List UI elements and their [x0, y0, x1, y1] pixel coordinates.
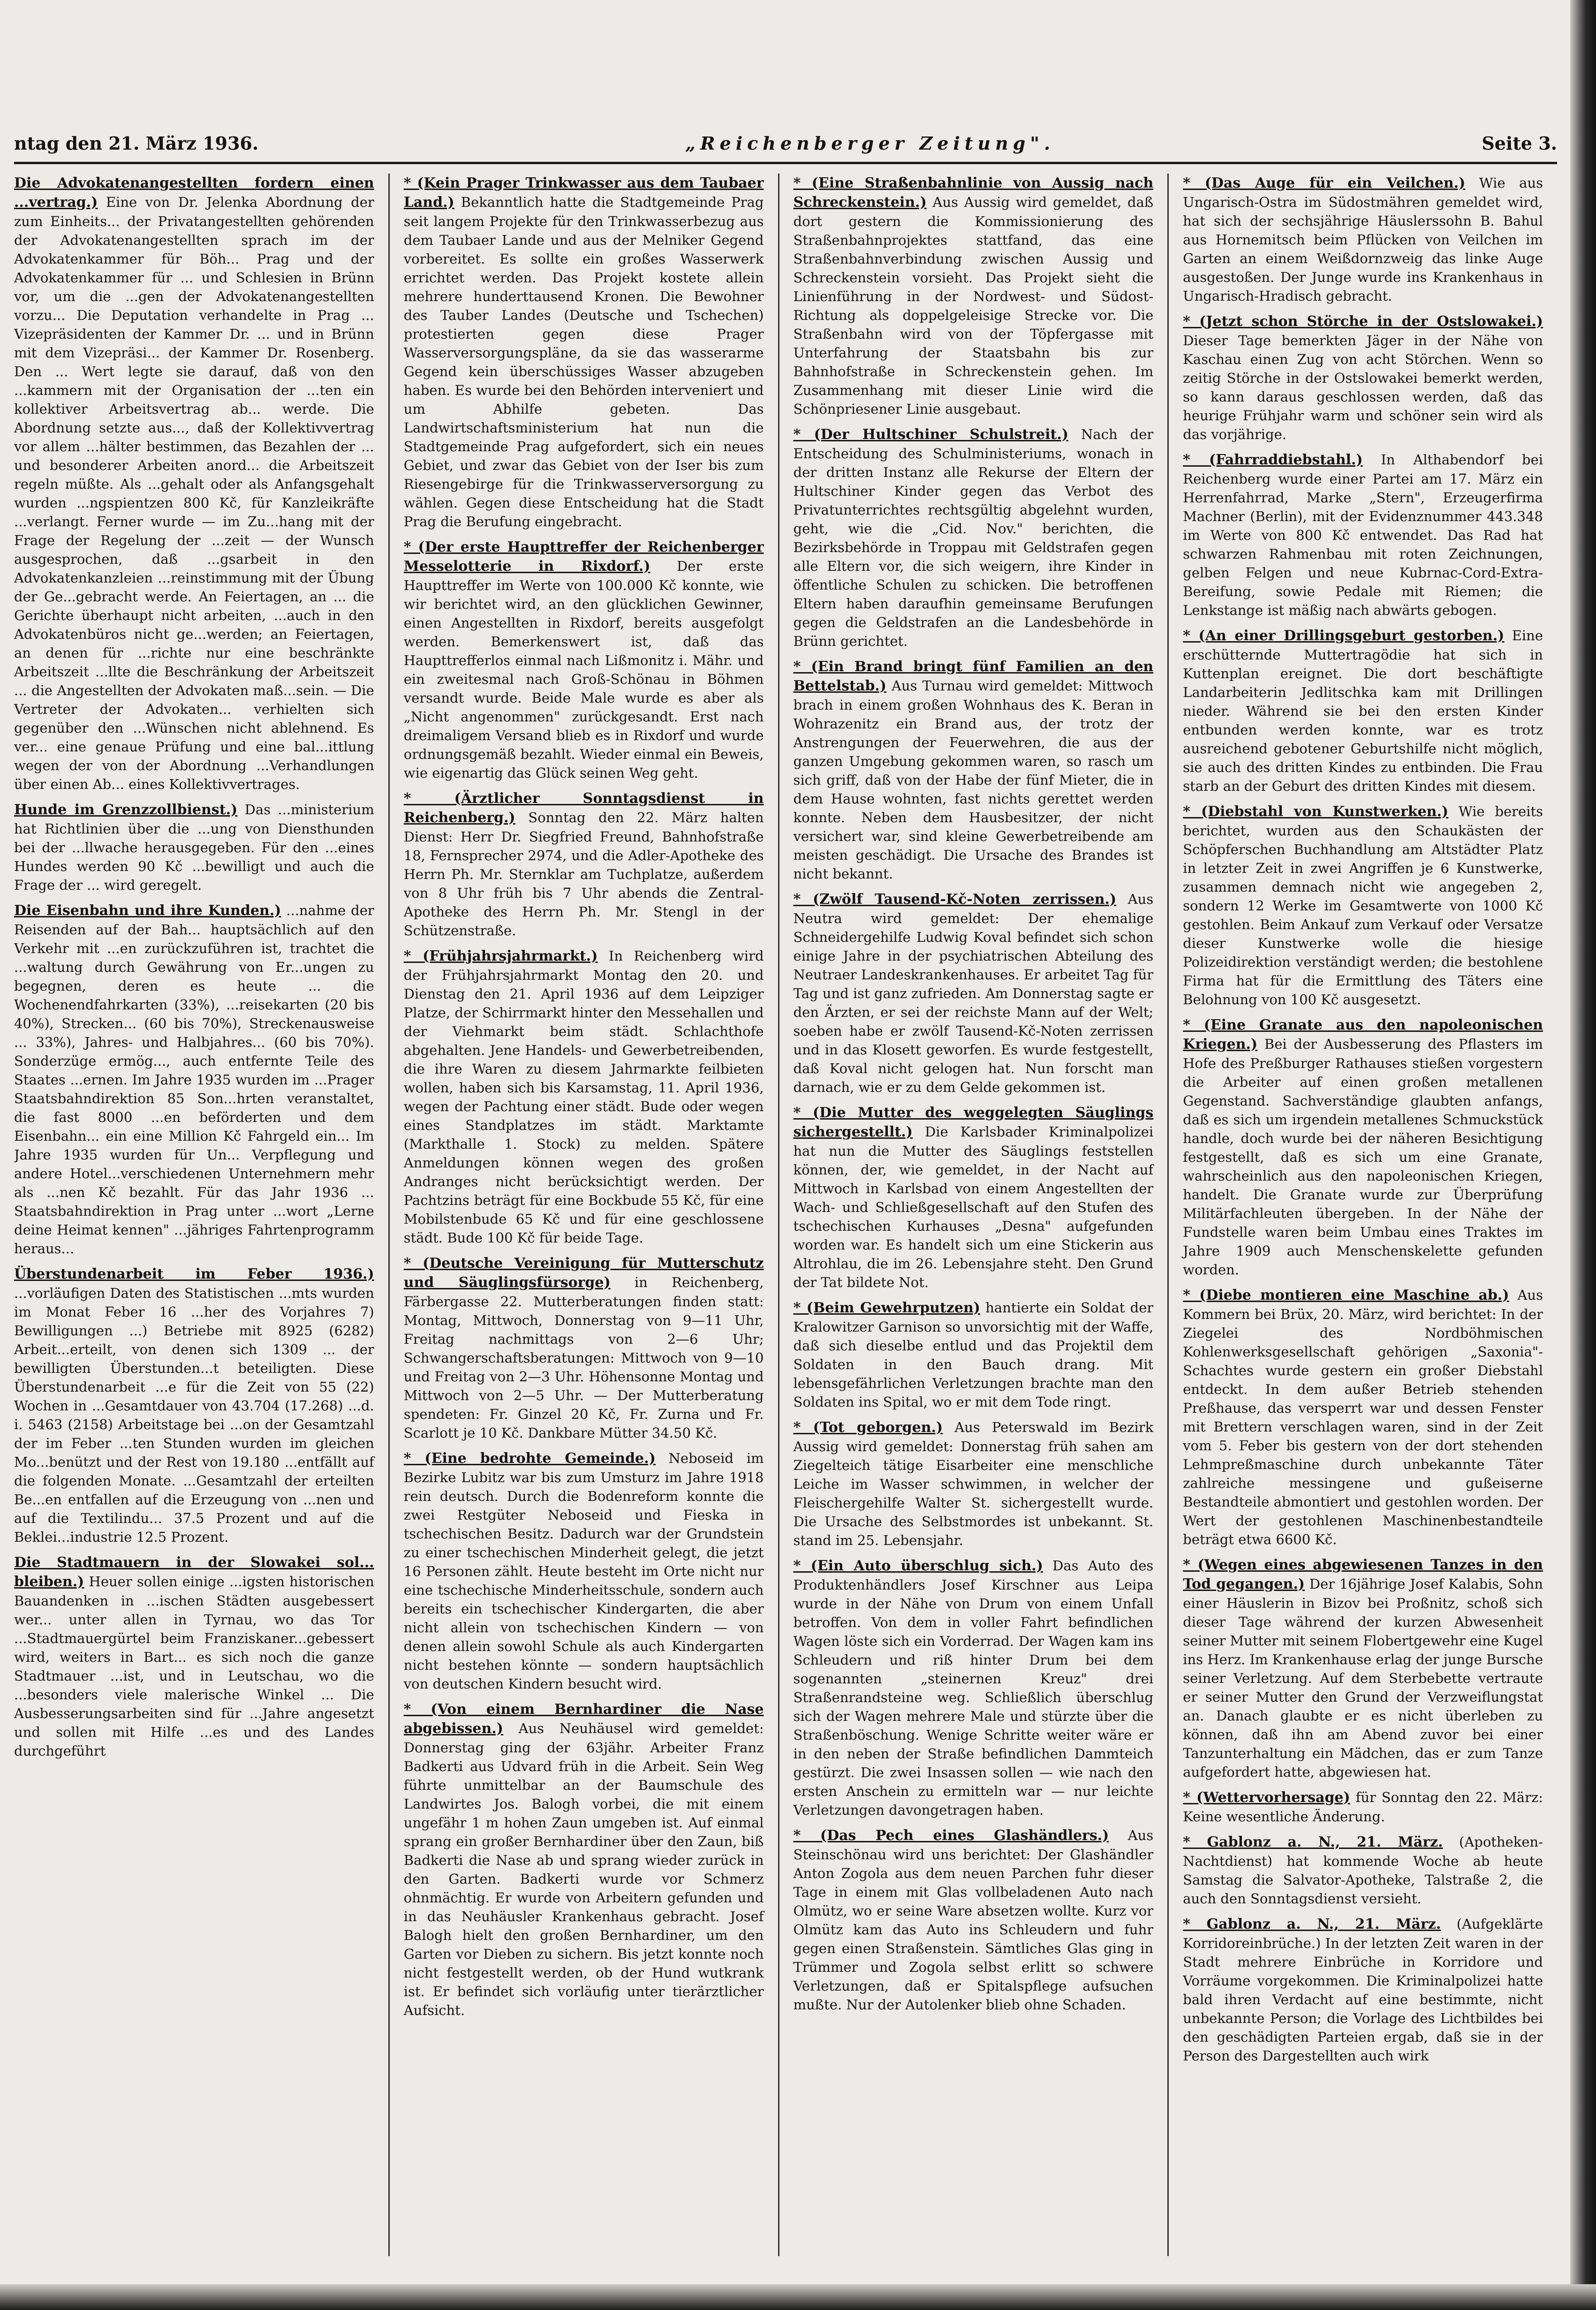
article-headline: * (Fahrraddiebstahl.)	[1183, 452, 1363, 468]
article-headline: * (Wettervorhersage)	[1183, 1789, 1350, 1806]
article-body: hantierte ein Soldat der Kralowitzer Garnison so unvorsichtig mit der Waffe, daß sich dieselbe entlud und das Projektil dem Soldaten in den Bauch drang. Mit lebensgefährlichen Verletzungen brachte man den Soldaten ins Spital, wo er mit dem Tode ringt.	[793, 1300, 1154, 1410]
article	[794, 1298, 1154, 1411]
article	[794, 425, 1154, 651]
article	[794, 1103, 1154, 1292]
article-body: Aus Kommern bei Brüx, 20. März, wird berichtet: In der Ziegelei des Nordböhmischen Kohlenwerksgesellschaft gehörigen „Saxonia"-Schachtes wurde gestern ein großer Diebstahl entdeckt. In dem außer Betrieb stehenden Preßhause, das versperrt war und dessen Fenster mit Brettern verschlagen waren, sind in der Zeit vom 5. Feber bis gestern von der dort stehenden Lehmpreßmaschine durch unbekannte Täter zahlreiche messingene und gußeiserne Bestandteile abmontiert und gestohlen worden. Der Wert der gestohlenen Maschinenbestandteile beträgt etwa 6600 Kč.	[1183, 1287, 1543, 1547]
article-text	[794, 174, 1154, 418]
scan-edge-right	[1570, 0, 1596, 2310]
article	[794, 1826, 1154, 2014]
header-rule	[14, 162, 1557, 164]
article-body: Aus Neuhäusel wird gemeldet: Donnerstag ging der 63jähr. Arbeiter Franz Badkerti aus Udvard früh in die Arbeit. Sein Weg führte unmittelbar an der Baumschule des Landwirtes Jos. Balogh vorbei, die mit einem ungefähr 1 m hohen Zaun umgeben ist. Auf einmal sprang ein großer Bernhardiner über den Zaun, biß Badkerti die Nase ab und sprang wieder zurück in den Garten. Badkerti wurde vor Schmerz ohnmächtig. Er wurde von Arbeitern gefunden und in das Neuhäusler Krankenhaus gebracht. Josef Balogh hielt den großen Bernhardiner, um den Garten vor Dieben zu sichern. Bis jetzt konnte noch nicht festgestellt werden, ob der Hund wutkrank ist. Er befindet sich vorläufig unter tierärztlicher Aufsicht.	[403, 1720, 764, 2018]
article	[1183, 1915, 1543, 2065]
article	[14, 1265, 374, 1546]
article-headline: Überstundenarbeit im Feber 1936.)	[14, 1266, 374, 1282]
article	[404, 174, 764, 531]
article-text	[404, 947, 764, 1247]
article-headline: * (Von einem Bernhardiner die Nase abgebissen.)	[403, 1701, 764, 1737]
article-body: Der erste Haupttreffer im Werte von 100.000 Kč konnte, wie wir berichtet wird, an den glücklichen Gewinner, einen Angestellten in Rixdorf, bereits ausgefolgt werden. Bemerkenswert ist, daß das Haupttrefferlos einmal nach Lißmonitz i. Mähr. und ein zweitesmal nach Groß-Schönau in Böhmen versandt wurde. Beide Male wurde es aber als „Nicht angenommen" zurückgesandt. Erst nach dreimaligem Versand blieb es in Rixdorf und wurde ordnungsgemäß bezahlt. Wieder einmal ein Beweis, wie eigenartig das Glück seinen Weg geht.	[403, 558, 764, 781]
article	[1183, 450, 1543, 620]
article-body: Aus Peterswald im Bezirk Aussig wird gemeldet: Donnerstag früh sahen am Ziegelteich tätige Eisarbeiter eine menschliche Leiche im Wasser schwimmen, in welcher der Fleischergehilfe Walter St. sichergestellt wurde. Die Ursache des Selbstmordes ist unbekannt. St. stand im 25. Lebensjahr.	[793, 1419, 1154, 1548]
article-body: Heuer sollen einige ...igsten historischen Bauandenken in ...ischen Städten ausgebessert wer... unter allen in Tyrnau, wo das Tor ...Stadtmauergürtel beim Franziskaner...gebessert wird, weiters in Bart... es sich noch die ganze Stadtmauer ...ist, und in Leutschau, wo die ...besonders viele malerische Winkel ... Die Ausbesserungsarbeiten sind für ...Jahre angesetzt und sollen mit Hilfe ...es und des Landes durchgeführt	[14, 1574, 374, 1759]
article-body: (Aufgeklärte Korridoreinbrüche.) In der letzten Zeit waren in der Stadt mehrere Einbrüche in Korridore und Vorräume vorgekommen. Die Kriminalpolizei hatte bald ihren Verdacht auf eine bestimmte, nicht unbekannte Person; die Vorlage des Lichtbildes bei den geschädigten Parteien ergab, daß sie in der Person des Dargestellten auch wirk	[1183, 1916, 1543, 2064]
article-headline: Die Eisenbahn und ihre Kunden.)	[14, 902, 281, 919]
article-body: für Sonntag den 22. März: Keine wesentliche Änderung.	[1183, 1789, 1543, 1825]
article-body: In Reichenberg wird der Frühjahrsjahrmarkt Montag den 20. und Dienstag den 21. April 1936 auf dem Leipziger Platze, der Schirrmarkt hinter den Messehallen und der Viehmarkt beim städt. Schlachthofe abgehalten. Jene Handels- und Gewerbetreibenden, die ihre Waren zu diesem Jahrmarkte feilbieten wollen, haben sich bis Karsamstag, 11. April 1936, wegen der Pachtung einer städt. Bude oder wegen eines Standplatzes im städt. Marktamte (Markthalle 1. Stock) zu melden. Spätere Anmeldungen können wegen des großen Andranges nicht berücksichtigt werden. Der Pachtzins beträgt für eine Bockbude 55 Kč, für eine Mobilstenbude 65 Kč und für eine geschlossene städt. Bude 100 Kč für beide Tage.	[403, 948, 764, 1246]
article	[1183, 1015, 1543, 1279]
article-headline: * (Deutsche Vereinigung für Mutterschutz und Säuglingsfürsorge)	[403, 1255, 764, 1291]
article-body: Der 16jährige Josef Kalabis, Sohn einer Häuslerin in Bizov bei Proßnitz, schoß sich dieser Tage während der kurzen Abwesenheit seiner Mutter mit seinem Flobertgewehr eine Kugel ins Herz. Im Krankenhause erlag der junge Bursche seiner Verletzung. Auf dem Sterbebette vertraute er seiner Mutter den Grund der Verzweiflungstat an. Danach glaubte er es nicht überleben zu können, daß ihn am Abend zuvor bei einer Tanzunterhaltung ein Mädchen, das er zum Tanze aufgefordert hatte, abgewiesen hat.	[1183, 1576, 1543, 1780]
article-text	[1183, 1015, 1543, 1279]
article	[1183, 626, 1543, 795]
article	[1183, 174, 1543, 305]
article-headline: Die Stadtmauern in der Slowakei sol... bleiben.)	[14, 1554, 374, 1590]
column-2	[388, 174, 778, 2256]
article-text	[1183, 312, 1543, 444]
article-text	[14, 1553, 374, 1760]
article	[794, 1418, 1154, 1550]
article	[404, 1700, 764, 2020]
article-headline: * Gablonz a. N., 21. März.	[1183, 1916, 1441, 1932]
article	[404, 1254, 764, 1442]
article-text	[1183, 1833, 1543, 1908]
article-text	[404, 1254, 764, 1442]
article-headline: * Gablonz a. N., 21. März.	[1183, 1834, 1443, 1850]
article-headline: * (Der Hultschiner Schulstreit.)	[793, 426, 1069, 443]
article	[1183, 1286, 1543, 1549]
article-body: Das ...ministerium hat Richtlinien über die ...ung von Diensthunden bei der ...llwache herausgegeben. Für den ...eines Hundes werden 90 Kč ...bewilligt und auch die Frage der ... wird geregelt.	[14, 802, 374, 893]
article-body: in Reichenberg, Färbergasse 22. Mutterberatungen finden statt: Montag, Mittwoch, Donnerstag von 9—11 Uhr, Freitag nachmittags von 2—6 Uhr; Schwangerschaftsberatungen: Mittwoch von 9—10 und Freitag von 2—3 Uhr. Höhensonne Montag und Mittwoch von 2—5 Uhr. — Der Mutterberatung spendeten: Fr. Ginzel 20 Kč, Fr. Zurna und Fr. Scarlott je 10 Kč. Dankbare Mütter 34.50 Kč.	[403, 1274, 764, 1441]
article-body: ...vorläufigen Daten des Statistischen ...mts wurden im Monat Feber 16 ...her des Vorjahres 7) Bewilligungen ...) Betriebe mit 8925 (6282) Arbeit...erteilt, von denen sich 1309 ... der bewilligten Überstunden...t beteiligten. Diese Überstundenarbeit ...e für die Zeit von 55 (22) Wochen in ...Gesamtdauer von 43.704 (17.268) ...d. i. 5463 (2158) Arbeitstage bei ...on der Gesamtzahl der im Feber ...ten Stunden wurden im gleichen Mo...benützt und der Rest von 19.180 ...entfällt auf die folgenden Monate. ...Gesamtzahl der erteilten Be...en entfallen auf die Erzeugung von ...nen und auf die Textilindu... 37.5 Prozent und auf die Beklei...industrie 12.5 Prozent.	[14, 1285, 374, 1545]
article-headline: * (Ein Brand bringt fünf Familien an den Bettelstab.)	[793, 659, 1154, 694]
article-body: Sonntag den 22. März halten Dienst: Herr Dr. Siegfried Freund, Bahnhofstraße 18, Fernsprecher 2974, und die Adler-Apotheke des Herrn Ph. Mr. Sternklar am Tuchplatze, außerdem von 8 Uhr früh bis 7 Uhr abends die Zentral-Apotheke des Herrn Ph. Mr. Stengl in der Schützenstraße.	[403, 810, 764, 939]
article-text	[794, 1103, 1154, 1292]
article-body: Neboseid im Bezirke Lubitz war bis zum Umsturz im Jahre 1918 rein deutsch. Durch die Bodenreform konnte die zwei Restgüter Neboseid und Fieska in tschechischen Besitz. Dadurch war der Grundstein zu einer tschechischen Minderheit gelegt, die jetzt 16 Personen zählt. Heute besteht im Orte nicht nur eine tschechische Minderheitsschule, sondern auch bereits ein tschechischer Kindergarten, die aber nicht allein von tschechischen Kindern — von denen allein sowohl Schule als auch Kindergarten nicht bestehen könnte — sondern hauptsächlich von deutschen Kindern besucht wird.	[403, 1450, 764, 1692]
article-body: Eine von Dr. Jelenka Abordnung der zum Einheits... der Privatangestellten gehörenden der Advokatenangestellten sprach im der Advokatenkammer für Böh... Prag und der Advokatenkammer für ... und Schlesien in Brünn vor, um die ...gen der Advokatenangestellten vorzu... Die Deputation verhandelte in Prag ... Vizepräsidenten der Kammer Dr. ... und in Brünn mit dem Vizepräsi... der Kammer Dr. Rosenberg. Den ... Wert legte sie darauf, daß von den ...kammern mit der Organisation der ...ten ein kollektiver Arbeitsvertrag ab... werde. Die Abordnung setzte aus..., daß der Kollektivvertrag vor allem ...hälter bestimmen, das Bezahlen der ... und besonderer Arbeiten anord... die Arbeitszeit regeln müßte. Als ...gehalt oder als Anfangsgehalt wurden ...ngspientzen 800 Kč, für Kanzleikräfte ...verlangt. Ferner wurde — im Zu...hang mit der Frage der Regelung der ...zeit — der Wunsch ausgesprochen, daß ...gsarbeit in den Advokatenkanzleien ...reinstimmung mit der Übung der Ge...gebracht werde. An Feiertagen, an ... die Gerichte überhaupt nicht arbeiten, ...auch in den Advokatenbüros nicht ge...werden; an Feiertagen, an denen für ...richte nur eine beschränkte Arbeitszeit ...llte die Beschränkung der Arbeitszeit ... die Angestellten der Advokaten maß...sein. — Die Vertreter der Advokaten... verhielten sich gegenüber den ...Wünschen nicht ablehnend. Es ver... eine genaue Prüfung und eine bal...ittlung wegen der von der Abordnung ...Verhandlungen über einen Ab... eines Kollektivvertrages.	[14, 194, 374, 792]
article-text	[794, 657, 1154, 883]
article	[1183, 1788, 1543, 1826]
article-headline: * (Frühjahrsjahrmarkt.)	[403, 948, 598, 964]
article	[14, 174, 374, 794]
article-text	[14, 901, 374, 1258]
article	[404, 947, 764, 1247]
article-body: (Apotheken-Nachtdienst) hat kommende Woche ab heute Samstag die Salvator-Apotheke, Talstraße 2, die auch den Sonntagsdienst versieht.	[1183, 1834, 1543, 1907]
article-body: Das Auto des Produktenhändlers Josef Kirschner aus Leipa wurde in der Nähe von Drum von einem Unfall betroffen. Von dem in voller Fahrt befindlichen Wagen löste sich ein Vorderrad. Der Wagen kam ins Schleudern und riß hinter Drum bei dem sogenannten „steinernen Kreuz" drei Straßenrandsteine weg. Schließlich überschlug sich der Wagen mehrere Male und stürzte über die Straßenböschung. Wenige Schritte weiter wäre er in den neben der Straße befindlichen Dammteich gestürzt. Die zwei Insassen sollen — wie nach den ersten Anschein zu ermitteln war — nur leichte Verletzungen davongetragen haben.	[793, 1558, 1154, 1818]
article-body: Aus Steinschönau wird uns berichtet: Der Glashändler Anton Zogola aus dem neuen Parchen fuhr dieser Tage in einem mit Glas vollbeladenen Auto nach Olmütz, wo er seine Ware absetzen wollte. Kurz vor Olmütz kam das Auto ins Schleudern und fuhr gegen einen Straßenstein. Sämtliches Glas ging in Trümmer und Zogola selbst erlitt so schwere Verletzungen, daß er Spitalspflege aufsuchen mußte. Nur der Autolenker blieb ohne Schaden.	[793, 1827, 1154, 2013]
article-headline: * (Beim Gewehrputzen)	[793, 1300, 980, 1316]
article-text	[794, 1556, 1154, 1819]
article-text	[794, 890, 1154, 1097]
article-text	[14, 174, 374, 794]
article	[404, 538, 764, 782]
article-body: Aus Turnau wird gemeldet: Mittwoch brach in einem großen Wohnhaus des K. Beran in Wohrazenitz ein Brand aus, der trotz der Anstrengungen der Feuerwehren, die aus der ganzen Umgebung gekommen waren, so rasch um sich griff, daß von der Habe der fünf Mieter, die in dem Hause wohnten, fast nichts gerettet werden konnte. Neben dem Hausbesitzer, der nicht versichert war, sind kleine Gewerbetreibende am meisten geschädigt. Die Ursache des Brandes ist nicht bekannt.	[793, 678, 1154, 882]
article-text	[794, 1298, 1154, 1411]
article-text	[404, 1700, 764, 2020]
article-body: Bekanntlich hatte die Stadtgemeinde Prag seit langem Projekte für den Trinkwasserbezug aus dem Taubaer Lande und aus der Melniker Gegend vorbereitet. Es sollte ein großes Wasserwerk errichtet werden. Das Projekt kostete allein mehrere hunderttausend Kronen. Die Bewohner des Tauber Landes (Deutsche und Tschechen) protestierten gegen diese Prager Wasserversorgungspläne, da sie das wasserarme Gegend kein überschüssiges Wasser abzugeben haben. Es wurde bei den Behörden interveniert und um Abhilfe gebeten. Das Landwirtschaftsministerium hat nun die Stadtgemeinde Prag aufgefordert, sich ein neues Gebiet, und zwar das Gebiet von der Iser bis zum Riesengebirge für die Trinkwasserversorgung zu wählen. Gegen diese Entscheidung hat die Stadt Prag die Berufung eingebracht.	[403, 194, 764, 530]
article-text	[404, 174, 764, 531]
article-body: Eine erschütternde Muttertragödie hat sich in Kuttenplan ereignet. Die dort beschäftigte Landarbeiterin Jedlitschka kam mit Drillingen nieder. Während sie bei den ersten Kinder entbunden werden konnte, war es trotz ausreichend gebotener Geburtshilfe nicht möglich, sie auch des dritten Kindes zu entbinden. Die Frau starb an der Geburt des dritten Kindes mit diesem.	[1183, 628, 1543, 794]
article-headline: * (Zwölf Tausend-Kč-Noten zerrissen.)	[793, 891, 1117, 908]
article-body: ...nahme der Reisenden auf der Bah... hauptsächlich auf den Verkehr mit ...en zurückzuführen ist, trachtet die ...waltung durch Gewährung von Er...ungen zu begegnen, deren es heute ... die Wochenendfahrkarten (33%), ...reisekarten (20 bis 40%), Strecken... (60 bis 70%), Streckenausweise ... 33%), Jahres- und Halbjahres... (60 bis 70%). Sonderzüge ermög..., auch entfernte Teile des Staates ...ernen. Im Jahre 1935 wurden im ...Prager Staatsbahndirektion 85 Son...hrten veranstaltet, die fast 8000 ...en beförderten und dem Eisenbahn... ein eine Million Kč Fahrgeld ein... Im Jahre 1935 wurden für Un... Verpflegung und andere Hotel...verschiedenen Unternehmern mehr als ...nen Kč bezahlt. Für das Jahr 1936 ... Staatsbahndirektion in Prag unter ...wort „Lerne deine Heimat kennen" ...jähriges Fahrtenprogramm heraus...	[14, 902, 374, 1257]
article-text	[794, 1826, 1154, 2014]
article	[794, 174, 1154, 418]
article-text	[794, 1418, 1154, 1550]
article	[794, 657, 1154, 883]
page-header	[14, 127, 1557, 159]
article-text	[404, 1449, 764, 1693]
article	[14, 1553, 374, 1760]
article-body: Aus Aussig wird gemeldet, daß dort gestern die Kommissionierung des Straßenbahnprojektes stattfand, das eine Straßenbahnverbindung zwischen Aussig und Schreckenstein vorsieht. Das Projekt sieht die Linienführung in der Nordwest- und Südost-Richtung als doppelgeleisige Strecke vor. Die Straßenbahn wird von der Töpfergasse mit Unterfahrung der Staatsbahn bis zur Bahnhofstraße in Schreckenstein gehen. Im Zusammenhang mit dieser Linie wird die Schönpriesener Linie ausgebaut.	[793, 194, 1154, 417]
article-body: Bei der Ausbesserung des Pflasters im Hofe des Preßburger Rathauses stießen vorgestern die Arbeiter auf einen großen metallenen Gegenstand. Sachverständige glaubten anfangs, daß es sich um irgendein metallenes Schmuckstück handle, doch wurde bei der näheren Besichtigung festgestellt, daß es sich um eine Granate, wahrscheinlich aus den napoleonischen Kriegen, handelt. Die Granate wurde zur Überprüfung Militärfachleuten übergeben. In der Nähe der Fundstelle waren beim Umbau eines Traktes im Jahre 1909 auch Menschenskelette gefunden worden.	[1183, 1036, 1543, 1278]
article-text	[1183, 626, 1543, 795]
article	[14, 901, 374, 1258]
article	[1183, 1833, 1543, 1908]
article-text	[404, 789, 764, 940]
header-date: ntag den 21. März 1936.	[14, 132, 259, 154]
article-headline: * (Das Pech eines Glashändlers.)	[793, 1827, 1109, 1844]
article-headline: * (Tot geborgen.)	[793, 1419, 943, 1436]
article-headline: * (Das Auge für ein Veilchen.)	[1183, 175, 1466, 191]
article-text	[1183, 174, 1543, 305]
columns	[14, 174, 1557, 2256]
article-body: Aus Neutra wird gemeldet: Der ehemalige Schneidergehilfe Ludwig Koval befindet sich schon einige Jahre in der psychiatrischen Abteilung des Neutraer Landeskrankenhauses. Er arbeitet Tag für Tag und ist ganz zufrieden. Am Donnerstag sagte er den Ärzten, er sei der reichste Mann auf der Welt; soeben habe er zwölf Tausend-Kč-Noten zerrissen und in das Klosett geworfen. Es wurde festgestellt, daß Koval nicht gelogen hat. Nun forscht man darnach, wie er zu dem Gelde gekommen ist.	[793, 891, 1154, 1095]
article-body: Wie aus Ungarisch-Ostra im Südostmähren gemeldet wird, hat sich der sechsjährige Häuslerssohn B. Bahul aus Hornemitsch beim Pflücken von Veilchen im Garten an einem Weißdornzweig das linke Auge ausgestoßen. Der Junge wurde ins Krankenhaus in Ungarisch-Hradisch gebracht.	[1183, 175, 1543, 304]
column-3	[778, 174, 1168, 2256]
article-text	[1183, 1915, 1543, 2065]
article-headline: * (Der erste Haupttreffer der Reichenberger Messelotterie in Rixdorf.)	[403, 539, 764, 575]
article-headline: Hunde im Grenzzollbienst.)	[14, 802, 238, 818]
article	[1183, 802, 1543, 1009]
article-headline: * (Ein Auto überschlug sich.)	[793, 1558, 1043, 1574]
article-headline: * (An einer Drillingsgeburt gestorben.)	[1183, 628, 1505, 644]
article	[1183, 312, 1543, 444]
article-headline: * (Die Mutter des weggelegten Säuglings sichergestellt.)	[793, 1105, 1154, 1140]
article	[1183, 1555, 1543, 1781]
article	[794, 890, 1154, 1097]
article-body: In Althabendorf bei Reichenberg wurde einer Partei am 17. März ein Herrenfahrrad, Marke „Stern", Erzeugerfirma Machner (Berlin), mit der Evidenznummer 443.348 im Werte von 800 Kč entwendet. Das Rad hat schwarzen Rahmenbau mit roten Zeichnungen, gelben Felgen und neue Kubrnac-Cord-Extra-Bereifung, sowie Pedale mit Riemen; die Lenkstange ist mäßig nach abwärts gebogen.	[1183, 452, 1543, 618]
article	[404, 789, 764, 940]
article-text	[1183, 1555, 1543, 1781]
article-text	[14, 800, 374, 894]
article-headline: * (Wegen eines abgewiesenen Tanzes in den Tod gegangen.)	[1183, 1557, 1543, 1592]
column-4	[1167, 174, 1557, 2256]
newspaper-title: „Reichenberger Zeitung".	[685, 132, 1055, 154]
article-text	[1183, 1286, 1543, 1549]
article-headline: * (Eine Straßenbahnlinie von Aussig nach Schreckenstein.)	[793, 175, 1154, 211]
article-text	[794, 425, 1154, 651]
column-1	[14, 174, 388, 2256]
article-body: Nach der Entscheidung des Schulministeriums, wonach in der dritten Instanz alle Rekurse der Eltern der Hultschiner Kinder gegen das Verbot des Privatunterrichtes rechtsgültig abgelehnt wurden, geht, wie die „Cid. Nov." berichten, die Bezirksbehörde in Troppau mit Geldstrafen gegen alle Eltern vor, die sich weigern, ihre Kinder in öffentliche Schulen zu schicken. Die betroffenen Eltern haben daraufhin gemeinsame Berufungen gegen die Geldstrafen an die Landesbehörde in Brünn gerichtet.	[793, 426, 1154, 649]
article-headline: * (Jetzt schon Störche in der Ostslowakei.)	[1183, 313, 1543, 330]
article-body: Dieser Tage bemerkten Jäger in der Nähe von Kaschau einen Zug von acht Störchen. Wenn so zeitig Störche in der Ostslowakei bemerkt werden, so kann daraus geschlossen werden, daß das heurige Frühjahr warm und schöner sein wird als das vorjährige.	[1183, 333, 1543, 442]
article-headline: * (Kein Prager Trinkwasser aus dem Taubaer Land.)	[403, 175, 764, 211]
article-headline: * (Diebstahl von Kunstwerken.)	[1183, 803, 1449, 820]
article-body: Wie bereits berichtet, wurden aus den Schaukästen der Schöpferschen Buchhandlung am Altstädter Platz in letzter Zeit in zwei Angriffen je 6 Kunstwerke, zusammen demnach nicht wie angegeben 2, sondern 12 Werke im Gesamtwerte von 1000 Kč gestohlen. Beim Ankauf zum Verkauf oder Versatze dieser Kunstwerke wolle die hiesige Polizeidirektion verständigt werden; die bestohlene Firma hat für die Ermittlung des Täters eine Belohnung von 100 Kč ausgesetzt.	[1183, 803, 1543, 1007]
article-text	[404, 538, 764, 782]
article-body: Die Karlsbader Kriminalpolizei hat nun die Mutter des Säuglings feststellen können, der, wie gemeldet, in der Nacht auf Mittwoch in Karlsbad von einem Angestellten der Wach- und Schließgesellschaft auf den Stufen des tschechischen Kurhauses „Desna" aufgefunden worden war. Es handelt sich um eine Stickerin aus Altrohlau, die im 26. Lebensjahre steht. Den Grund der Tat bildete Not.	[793, 1124, 1154, 1290]
article-headline: * (Diebe montieren eine Maschine ab.)	[1183, 1287, 1509, 1303]
article-text	[1183, 1788, 1543, 1826]
page-number: Seite 3.	[1482, 132, 1557, 154]
article	[404, 1449, 764, 1693]
article-headline: * (Ärztlicher Sonntagsdienst in Reichenberg.)	[403, 790, 764, 826]
article-text	[1183, 450, 1543, 620]
scan-edge-bottom	[0, 2284, 1596, 2310]
article-headline: Die Advokatenangestellten fordern einen ...vertrag.)	[14, 175, 374, 211]
article-headline: * (Eine Granate aus den napoleonischen Kriegen.)	[1183, 1017, 1543, 1053]
article-text	[1183, 802, 1543, 1009]
article-headline: * (Eine bedrohte Gemeinde.)	[403, 1450, 656, 1467]
article-text	[14, 1265, 374, 1546]
article	[794, 1556, 1154, 1819]
article	[14, 800, 374, 894]
